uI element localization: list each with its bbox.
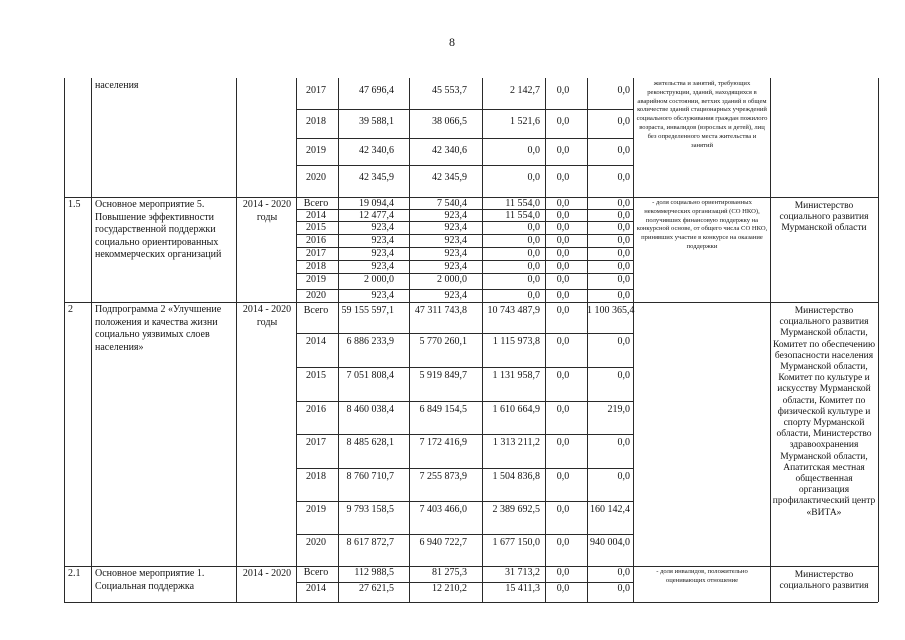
local-budget-cell: 0,0	[556, 261, 570, 272]
federal-budget-cell: 0,0	[527, 274, 540, 285]
year-cell: 2016	[306, 404, 326, 415]
other-sources-cell: 0,0	[617, 235, 630, 246]
local-budget-cell: 0,0	[556, 404, 570, 415]
regional-budget-cell: 6 940 722,7	[419, 537, 467, 548]
year-cell: 2019	[306, 504, 326, 515]
federal-budget-cell: 1 313 211,2	[492, 437, 540, 448]
local-budget-cell: 0,0	[556, 145, 570, 156]
year-cell: 2020	[306, 172, 326, 183]
federal-budget-cell: 0,0	[527, 261, 540, 272]
total-cell: 27 621,5	[359, 583, 394, 594]
other-sources-cell: 0,0	[617, 437, 630, 448]
year-cell: 2018	[306, 261, 326, 272]
local-budget-cell: 0,0	[556, 235, 570, 246]
table-horizontal-rule	[296, 401, 633, 402]
other-sources-cell: 0,0	[617, 198, 630, 209]
period: 2014 - 2020	[242, 568, 292, 579]
local-budget-cell: 0,0	[556, 274, 570, 285]
federal-budget-cell: 15 411,3	[505, 583, 540, 594]
total-cell: 6 886 233,9	[346, 336, 394, 347]
indicator-text: - доля социально ориентированных некоммерческих организаций (СО НКО), получивших финансовую поддержку на конкурсной основе, от общего числа СО НКО, принявших участие в конкурсе на оказание поддержки	[636, 199, 768, 250]
year-cell: Всего	[303, 198, 329, 209]
federal-budget-cell: 1 504 836,8	[492, 471, 540, 482]
regional-budget-cell: 923,4	[444, 290, 467, 301]
row-number: 2	[68, 304, 73, 315]
year-cell: 2017	[306, 85, 326, 96]
other-sources-cell: 0,0	[617, 261, 630, 272]
year-cell: Всего	[303, 305, 329, 316]
total-cell: 47 696,4	[359, 85, 394, 96]
year-cell: 2020	[306, 537, 326, 548]
other-sources-cell: 0,0	[617, 172, 630, 183]
table-horizontal-rule	[64, 197, 878, 198]
local-budget-cell: 0,0	[556, 471, 570, 482]
year-cell: 2019	[306, 274, 326, 285]
regional-budget-cell: 923,4	[444, 248, 467, 259]
local-budget-cell: 0,0	[556, 437, 570, 448]
year-cell: 2014	[306, 583, 326, 594]
local-budget-cell: 0,0	[556, 222, 570, 233]
federal-budget-cell: 0,0	[527, 145, 540, 156]
measure-name: населения	[95, 80, 139, 91]
year-cell: 2018	[306, 116, 326, 127]
local-budget-cell: 0,0	[556, 305, 570, 316]
local-budget-cell: 0,0	[556, 210, 570, 221]
federal-budget-cell: 10 743 487,9	[487, 305, 540, 316]
local-budget-cell: 0,0	[556, 583, 570, 594]
year-cell: 2014	[306, 336, 326, 347]
table-vertical-rule	[878, 78, 879, 602]
table-horizontal-rule	[64, 302, 878, 303]
regional-budget-cell: 2 000,0	[437, 274, 467, 285]
regional-budget-cell: 7 255 873,9	[419, 471, 467, 482]
total-cell: 42 340,6	[359, 145, 394, 156]
table-vertical-rule	[64, 78, 65, 602]
other-sources-cell: 1 100 365,4	[587, 305, 635, 316]
other-sources-cell: 0,0	[617, 85, 630, 96]
regional-budget-cell: 81 275,3	[432, 567, 467, 578]
table-horizontal-rule	[296, 534, 633, 535]
table-horizontal-rule	[296, 434, 633, 435]
regional-budget-cell: 7 172 416,9	[419, 437, 467, 448]
federal-budget-cell: 11 554,0	[505, 210, 540, 221]
total-cell: 8 760 710,7	[346, 471, 394, 482]
year-cell: 2020	[306, 290, 326, 301]
total-cell: 8 485 628,1	[346, 437, 394, 448]
executor-text: Министерство социального развития	[779, 570, 869, 592]
row-number: 2.1	[68, 568, 81, 579]
local-budget-cell: 0,0	[556, 198, 570, 209]
table-vertical-rule	[91, 78, 92, 602]
regional-budget-cell: 923,4	[444, 235, 467, 246]
regional-budget-cell: 42 340,6	[432, 145, 467, 156]
other-sources-cell: 0,0	[617, 370, 630, 381]
other-sources-cell: 160 142,4	[590, 504, 630, 515]
table-horizontal-rule	[296, 333, 633, 334]
executor-text: Министерство социального развития Мурманской области, Комитет по обеспечению безопасности населения Мурманской области, Комитет по культуре и искусству Мурманской области, Комитет по физической культуре и спорту Мурманской области, Министерство здравоохранения Мурманской области, Апатитская местная общественная организация профилактический центр «ВИТА»	[772, 306, 876, 518]
local-budget-cell: 0,0	[556, 248, 570, 259]
page-number: 8	[449, 35, 455, 49]
local-budget-cell: 0,0	[556, 537, 570, 548]
measure-name: Подпрограмма 2 «Улучшение положения и качества жизни социально уязвимых слоев населения»	[95, 304, 222, 353]
federal-budget-cell: 11 554,0	[505, 198, 540, 209]
regional-budget-cell: 923,4	[444, 210, 467, 221]
year-cell: 2018	[306, 471, 326, 482]
other-sources-cell: 0,0	[617, 248, 630, 259]
local-budget-cell: 0,0	[556, 504, 570, 515]
regional-budget-cell: 12 210,2	[432, 583, 467, 594]
regional-budget-cell: 7 540,4	[437, 198, 467, 209]
period: 2014 - 2020 годы	[242, 304, 292, 328]
year-cell: 2015	[306, 370, 326, 381]
table-horizontal-rule	[296, 501, 633, 502]
table-horizontal-rule	[64, 602, 878, 603]
federal-budget-cell: 0,0	[527, 290, 540, 301]
year-cell: 2014	[306, 210, 326, 221]
table-vertical-rule	[633, 78, 634, 602]
regional-budget-cell: 45 553,7	[432, 85, 467, 96]
table-horizontal-rule	[296, 367, 633, 368]
federal-budget-cell: 1 521,6	[510, 116, 540, 127]
total-cell: 12 477,4	[359, 210, 394, 221]
federal-budget-cell: 31 713,2	[505, 567, 540, 578]
other-sources-cell: 0,0	[617, 222, 630, 233]
regional-budget-cell: 6 849 154,5	[419, 404, 467, 415]
federal-budget-cell: 2 389 692,5	[492, 504, 540, 515]
regional-budget-cell: 38 066,5	[432, 116, 467, 127]
total-cell: 112 988,5	[354, 567, 394, 578]
measure-name: Основное мероприятие 1. Социальная поддержка	[95, 568, 205, 592]
indicator-text: - доля инвалидов, положительно оценивающих отношение	[656, 568, 748, 584]
other-sources-cell: 0,0	[617, 210, 630, 221]
local-budget-cell: 0,0	[556, 290, 570, 301]
table-horizontal-rule	[296, 165, 633, 166]
table-vertical-rule	[236, 78, 237, 602]
table-vertical-rule	[770, 78, 771, 602]
table-horizontal-rule	[64, 566, 878, 567]
measure-name: Основное мероприятие 5. Повышение эффективности государственной поддержки социально ориентированных некоммерческих организаций	[95, 199, 222, 260]
other-sources-cell: 0,0	[617, 145, 630, 156]
local-budget-cell: 0,0	[556, 116, 570, 127]
year-cell: 2016	[306, 235, 326, 246]
regional-budget-cell: 923,4	[444, 261, 467, 272]
total-cell: 923,4	[371, 248, 394, 259]
regional-budget-cell: 47 311 743,8	[414, 305, 467, 316]
total-cell: 923,4	[371, 290, 394, 301]
federal-budget-cell: 0,0	[527, 235, 540, 246]
total-cell: 7 051 808,4	[346, 370, 394, 381]
table-horizontal-rule	[296, 138, 633, 139]
other-sources-cell: 0,0	[617, 274, 630, 285]
total-cell: 19 094,4	[359, 198, 394, 209]
federal-budget-cell: 1 677 150,0	[492, 537, 540, 548]
total-cell: 8 617 872,7	[346, 537, 394, 548]
year-cell: 2017	[306, 248, 326, 259]
total-cell: 8 460 038,4	[346, 404, 394, 415]
local-budget-cell: 0,0	[556, 370, 570, 381]
total-cell: 923,4	[371, 222, 394, 233]
other-sources-cell: 0,0	[617, 336, 630, 347]
other-sources-cell: 219,0	[607, 404, 630, 415]
year-cell: 2019	[306, 145, 326, 156]
total-cell: 39 588,1	[359, 116, 394, 127]
local-budget-cell: 0,0	[556, 567, 570, 578]
local-budget-cell: 0,0	[556, 85, 570, 96]
year-cell: 2015	[306, 222, 326, 233]
other-sources-cell: 0,0	[617, 567, 630, 578]
local-budget-cell: 0,0	[556, 172, 570, 183]
regional-budget-cell: 5 770 260,1	[419, 336, 467, 347]
table-vertical-rule	[296, 78, 297, 602]
regional-budget-cell: 42 345,9	[432, 172, 467, 183]
indicator-text: жительства и занятий, требующих реконструкции, зданий, находящихся в аварийном состоянии, ветхих зданий в общем количестве зданий стационарных учреждений социального обслуживания граждан пожилого возраста, инвалидов (взрослых и детей), лиц без определенного места жительства и занятий	[636, 80, 768, 149]
other-sources-cell: 0,0	[617, 471, 630, 482]
local-budget-cell: 0,0	[556, 336, 570, 347]
federal-budget-cell: 2 142,7	[510, 85, 540, 96]
federal-budget-cell: 0,0	[527, 248, 540, 259]
total-cell: 42 345,9	[359, 172, 394, 183]
table-horizontal-rule	[296, 109, 633, 110]
federal-budget-cell: 0,0	[527, 222, 540, 233]
year-cell: Всего	[303, 567, 329, 578]
executor-text: Министерство социального развития Мурманской области	[779, 201, 869, 234]
year-cell: 2017	[306, 437, 326, 448]
federal-budget-cell: 1 131 958,7	[492, 370, 540, 381]
other-sources-cell: 940 004,0	[590, 537, 630, 548]
row-number: 1.5	[68, 199, 81, 210]
other-sources-cell: 0,0	[617, 116, 630, 127]
other-sources-cell: 0,0	[617, 583, 630, 594]
federal-budget-cell: 1 610 664,9	[492, 404, 540, 415]
total-cell: 923,4	[371, 261, 394, 272]
total-cell: 9 793 158,5	[346, 504, 394, 515]
federal-budget-cell: 0,0	[527, 172, 540, 183]
regional-budget-cell: 7 403 466,0	[419, 504, 467, 515]
table-horizontal-rule	[296, 468, 633, 469]
total-cell: 2 000,0	[364, 274, 394, 285]
period: 2014 - 2020 годы	[242, 199, 292, 223]
federal-budget-cell: 1 115 973,8	[492, 336, 540, 347]
total-cell: 59 155 597,1	[341, 305, 394, 316]
total-cell: 923,4	[371, 235, 394, 246]
other-sources-cell: 0,0	[617, 290, 630, 301]
regional-budget-cell: 923,4	[444, 222, 467, 233]
regional-budget-cell: 5 919 849,7	[419, 370, 467, 381]
